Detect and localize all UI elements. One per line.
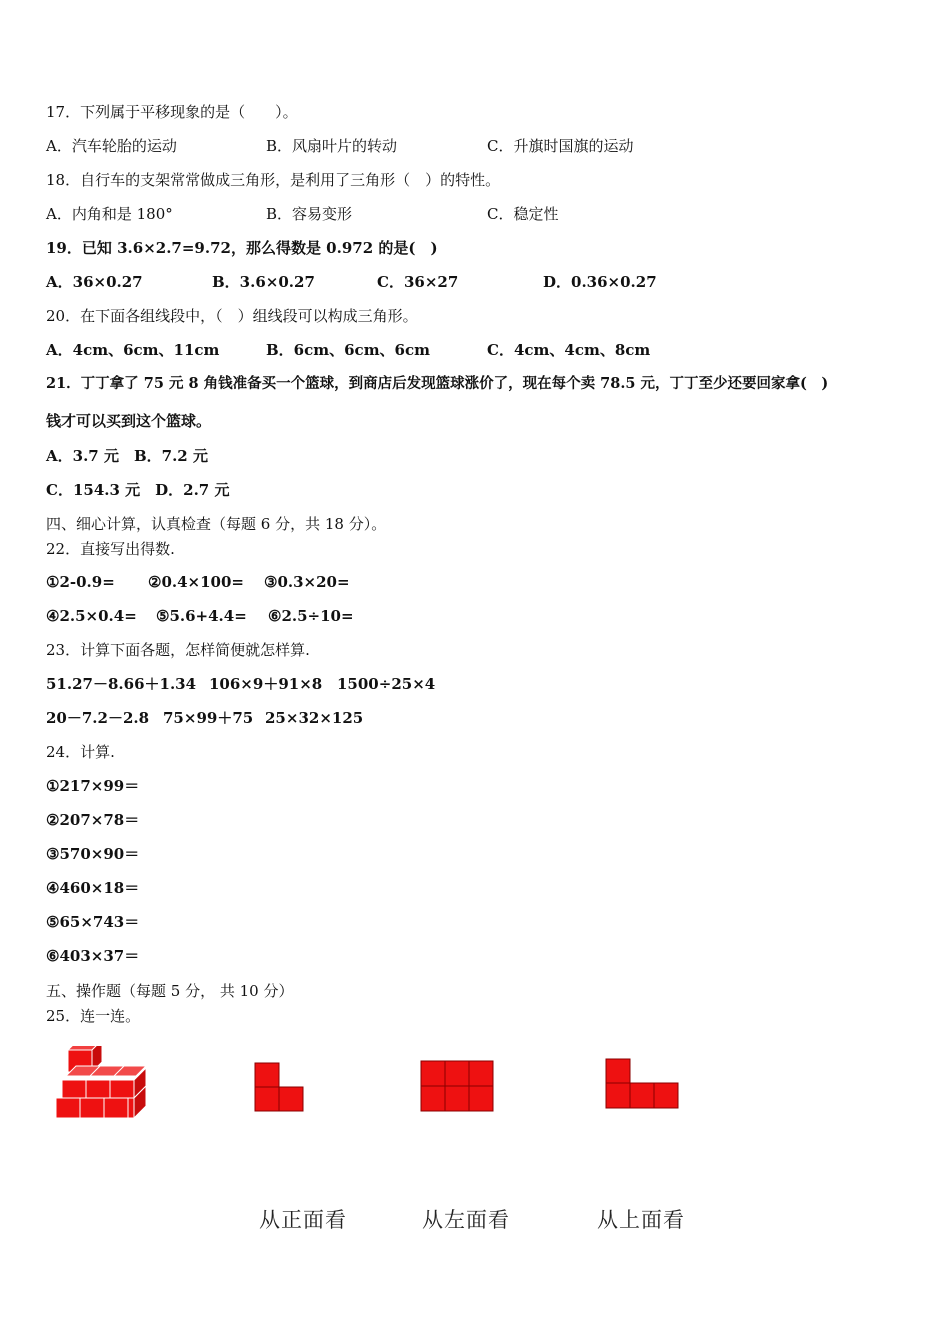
q17-stem: 17．下列属于平移现象的是（ ）。: [46, 103, 298, 121]
q22-item: ⑤5.6+4.4=: [156, 607, 247, 625]
q23-item: 106×9＋91×8: [209, 675, 323, 693]
q17-option-c: C．升旗时国旗的运动: [487, 137, 634, 155]
q22-item: ③0.3×20=: [264, 573, 350, 591]
q24-item: ①217×99＝: [46, 777, 140, 795]
view-shape-2: [420, 1060, 496, 1112]
q19-option-a: A．36×0.27: [46, 273, 143, 291]
label-front-view: 从正面看: [259, 1208, 347, 1232]
q19-stem: 19．已知 3.6×2.7=9.72，那么得数是 0.972 的是( ): [46, 239, 438, 257]
view-shape-3: [605, 1058, 681, 1110]
q24-item: ③570×90＝: [46, 845, 140, 863]
q22-item: ④2.5×0.4=: [46, 607, 137, 625]
q18-option-a: A．内角和是 180°: [46, 205, 173, 223]
q19-option-d: D．0.36×0.27: [543, 273, 657, 291]
q23-item: 20－7.2－2.8: [46, 709, 150, 727]
q20-stem: 20．在下面各组线段中，（ ）组线段可以构成三角形。: [46, 307, 418, 325]
q20-option-c: C．4cm、4cm、8cm: [487, 341, 651, 359]
label-top-view: 从上面看: [597, 1208, 685, 1232]
q22-item: ①2-0.9=: [46, 573, 115, 591]
q19-option-c: C．36×27: [377, 273, 459, 291]
label-left-view: 从左面看: [422, 1208, 510, 1232]
q21-stem-line2: 钱才可以买到这个篮球。: [46, 412, 212, 430]
q17-option-a: A．汽车轮胎的运动: [46, 137, 177, 155]
q21-stem-line1: 21．丁丁拿了 75 元 8 角钱准备买一个篮球，到商店后发现篮球涨价了，现在每个卖 78.5 元，丁丁至少还要回家拿( ): [46, 375, 829, 392]
q22-item: ②0.4×100=: [148, 573, 244, 591]
q24-item: ⑥403×37＝: [46, 947, 140, 965]
q23-stem: 23．计算下面各题，怎样简便就怎样算.: [46, 641, 310, 659]
q21-options-cd: C．154.3 元 D．2.7 元: [46, 481, 230, 499]
q24-item: ②207×78＝: [46, 811, 140, 829]
q23-item: 75×99＋75: [163, 709, 254, 727]
q24-item: ⑤65×743＝: [46, 913, 140, 931]
q18-option-b: B．容易变形: [266, 205, 353, 223]
q22-item: ⑥2.5÷10=: [268, 607, 354, 625]
q23-item: 25×32×125: [265, 709, 364, 727]
q22-stem: 22．直接写出得数.: [46, 540, 175, 558]
q18-option-c: C．稳定性: [487, 205, 559, 223]
q24-stem: 24．计算.: [46, 743, 115, 761]
section-5-title: 五、操作题（每题 5 分， 共 10 分）: [46, 982, 294, 1000]
q19-option-b: B．3.6×0.27: [212, 273, 315, 291]
q21-options-ab: A．3.7 元 B．7.2 元: [46, 447, 208, 465]
q23-item: 1500÷25×4: [337, 675, 436, 693]
cube-solid-figure: [52, 1046, 152, 1120]
q23-item: 51.27－8.66＋1.34: [46, 675, 197, 693]
q25-stem: 25．连一连。: [46, 1007, 141, 1025]
q18-stem: 18．自行车的支架常常做成三角形，是利用了三角形（ ）的特性。: [46, 171, 501, 189]
view-shape-1: [254, 1062, 306, 1112]
q20-option-b: B．6cm、6cm、6cm: [266, 341, 431, 359]
q20-option-a: A．4cm、6cm、11cm: [46, 341, 220, 359]
section-4-title: 四、细心计算，认真检查（每题 6 分，共 18 分）。: [46, 515, 387, 533]
q24-item: ④460×18＝: [46, 879, 140, 897]
q17-option-b: B．风扇叶片的转动: [266, 137, 398, 155]
